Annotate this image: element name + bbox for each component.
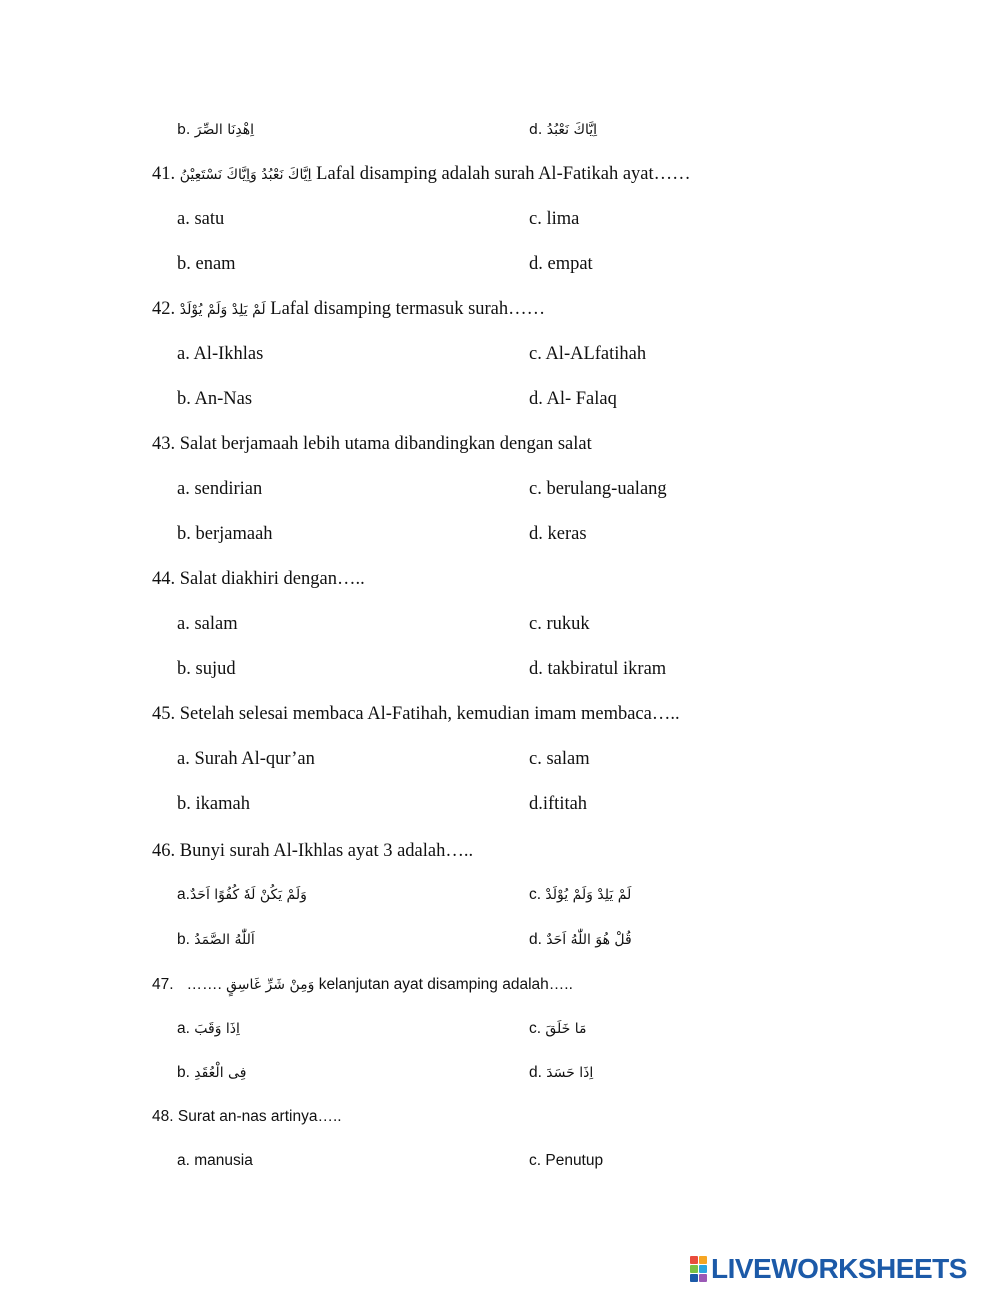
question-text: kelanjutan ayat disamping adalah….. bbox=[318, 976, 573, 993]
option-b[interactable] bbox=[177, 929, 255, 951]
question-number: 48. bbox=[152, 1108, 174, 1125]
option-b[interactable]: b. enam bbox=[177, 254, 236, 274]
option-d-q40[interactable] bbox=[529, 118, 597, 141]
option-label: a. bbox=[177, 1020, 190, 1037]
arabic-option: قُلْ هُوَ اللّٰهُ اَحَدٌ bbox=[546, 932, 632, 948]
question-text: Salat diakhiri dengan….. bbox=[179, 569, 365, 589]
question-text: Bunyi surah Al-Ikhlas ayat 3 adalah….. bbox=[179, 841, 474, 861]
option-d[interactable]: d. takbiratul ikram bbox=[529, 659, 667, 679]
option-a[interactable]: a. Al-Ikhlas bbox=[177, 344, 264, 364]
option-a[interactable]: a. manusia bbox=[177, 1152, 253, 1169]
option-c[interactable] bbox=[529, 1018, 587, 1040]
option-c[interactable]: c. lima bbox=[529, 209, 580, 229]
logo-text: LIVEWORKSHEETS bbox=[711, 1253, 967, 1284]
option-d[interactable]: d. empat bbox=[529, 254, 593, 274]
option-c[interactable]: c. salam bbox=[529, 749, 590, 769]
question-number: 47. bbox=[152, 976, 174, 993]
question-43 bbox=[152, 433, 592, 455]
arabic-option: مَا خَلَقَ bbox=[545, 1021, 587, 1037]
arabic-verse: اِيَّاكَ نَعْبُدُ وَاِيَّاكَ نَسْتَعِيْنُ bbox=[179, 167, 312, 183]
question-text: Surat an-nas artinya….. bbox=[177, 1108, 342, 1125]
question-text: Salat berjamaah lebih utama dibandingkan dengan salat bbox=[179, 434, 592, 454]
question-41 bbox=[152, 163, 691, 186]
option-d[interactable] bbox=[529, 1062, 593, 1084]
logo-square bbox=[699, 1265, 707, 1273]
question-number: 46. bbox=[152, 841, 176, 861]
question-42 bbox=[152, 298, 545, 321]
option-c[interactable]: c. Al-ALfatihah bbox=[529, 344, 647, 364]
option-a[interactable]: a. satu bbox=[177, 209, 225, 229]
option-d[interactable] bbox=[529, 929, 632, 951]
option-c[interactable]: c. Penutup bbox=[529, 1152, 604, 1169]
option-c[interactable] bbox=[529, 884, 631, 906]
option-a[interactable] bbox=[177, 1018, 240, 1040]
option-b[interactable]: b. sujud bbox=[177, 659, 236, 679]
option-a[interactable]: a. Surah Al-qur’an bbox=[177, 749, 315, 769]
question-text: Lafal disamping adalah surah Al-Fatikah ayat…… bbox=[316, 164, 691, 184]
option-label: d. bbox=[529, 1064, 542, 1081]
arabic-option: اِذَا حَسَدَ bbox=[546, 1065, 594, 1081]
logo-mark-icon bbox=[690, 1256, 707, 1282]
logo-square bbox=[690, 1256, 698, 1264]
option-label: c. bbox=[529, 1020, 542, 1037]
option-b[interactable]: b. An-Nas bbox=[177, 389, 253, 409]
question-number: 43. bbox=[152, 434, 176, 454]
option-a[interactable]: a. sendirian bbox=[177, 479, 263, 499]
logo-square bbox=[690, 1274, 698, 1282]
option-d[interactable]: d. keras bbox=[529, 524, 587, 544]
option-d[interactable]: d. Al- Falaq bbox=[529, 389, 617, 409]
arabic-verse: لَمْ يَلِدْ وَلَمْ يُوْلَدْ bbox=[179, 302, 266, 318]
option-b[interactable] bbox=[177, 1062, 246, 1084]
arabic-option: لَمْ يَلِدْ وَلَمْ يُوْلَدْ bbox=[545, 887, 632, 903]
question-number: 42. bbox=[152, 299, 176, 319]
arabic-option: وَلَمْ يَكُنْ لَهٗ كُفُوًا اَحَدٌ bbox=[189, 887, 307, 903]
option-text: b. اِهْدِنَا الصِّرَ bbox=[177, 122, 255, 138]
question-48 bbox=[152, 1106, 342, 1128]
arabic-verse: وَمِنْ شَرِّ غَاسِقٍ bbox=[226, 977, 315, 993]
option-b[interactable]: b. ikamah bbox=[177, 794, 250, 814]
question-44 bbox=[152, 568, 365, 590]
question-46 bbox=[152, 840, 473, 862]
option-b[interactable]: b. berjamaah bbox=[177, 524, 273, 544]
option-a[interactable]: a. salam bbox=[177, 614, 238, 634]
blank-dots: ……. bbox=[186, 976, 222, 993]
option-label: d. bbox=[529, 931, 542, 948]
option-label: b. bbox=[177, 1064, 190, 1081]
option-a[interactable] bbox=[177, 884, 307, 906]
option-label: a. bbox=[177, 886, 190, 903]
arabic-option: اِذَا وَقَبَ bbox=[194, 1021, 240, 1037]
arabic-option: فِى الْعُقَدِ bbox=[194, 1065, 247, 1081]
logo-square bbox=[690, 1265, 698, 1273]
option-d[interactable]: d.iftitah bbox=[529, 794, 588, 814]
question-45 bbox=[152, 703, 680, 725]
option-c[interactable]: c. berulang-ualang bbox=[529, 479, 667, 499]
question-number: 45. bbox=[152, 704, 176, 724]
option-b-q40[interactable] bbox=[177, 118, 254, 141]
question-text: Setelah selesai membaca Al-Fatihah, kemudian imam membaca….. bbox=[179, 704, 680, 724]
arabic-option: اَللّٰهُ الصَّمَدُ bbox=[194, 932, 255, 948]
question-number: 41. bbox=[152, 164, 176, 184]
option-c[interactable]: c. rukuk bbox=[529, 614, 590, 634]
logo-square bbox=[699, 1256, 707, 1264]
option-label: b. bbox=[177, 931, 190, 948]
logo-square bbox=[699, 1274, 707, 1282]
question-number: 44. bbox=[152, 569, 176, 589]
question-47 bbox=[152, 974, 573, 996]
option-text: d. اِيَّاكَ نَعْبُدُ bbox=[529, 122, 598, 138]
option-label: c. bbox=[529, 886, 542, 903]
question-text: Lafal disamping termasuk surah…… bbox=[270, 299, 546, 319]
liveworksheets-logo[interactable] bbox=[690, 1254, 967, 1284]
